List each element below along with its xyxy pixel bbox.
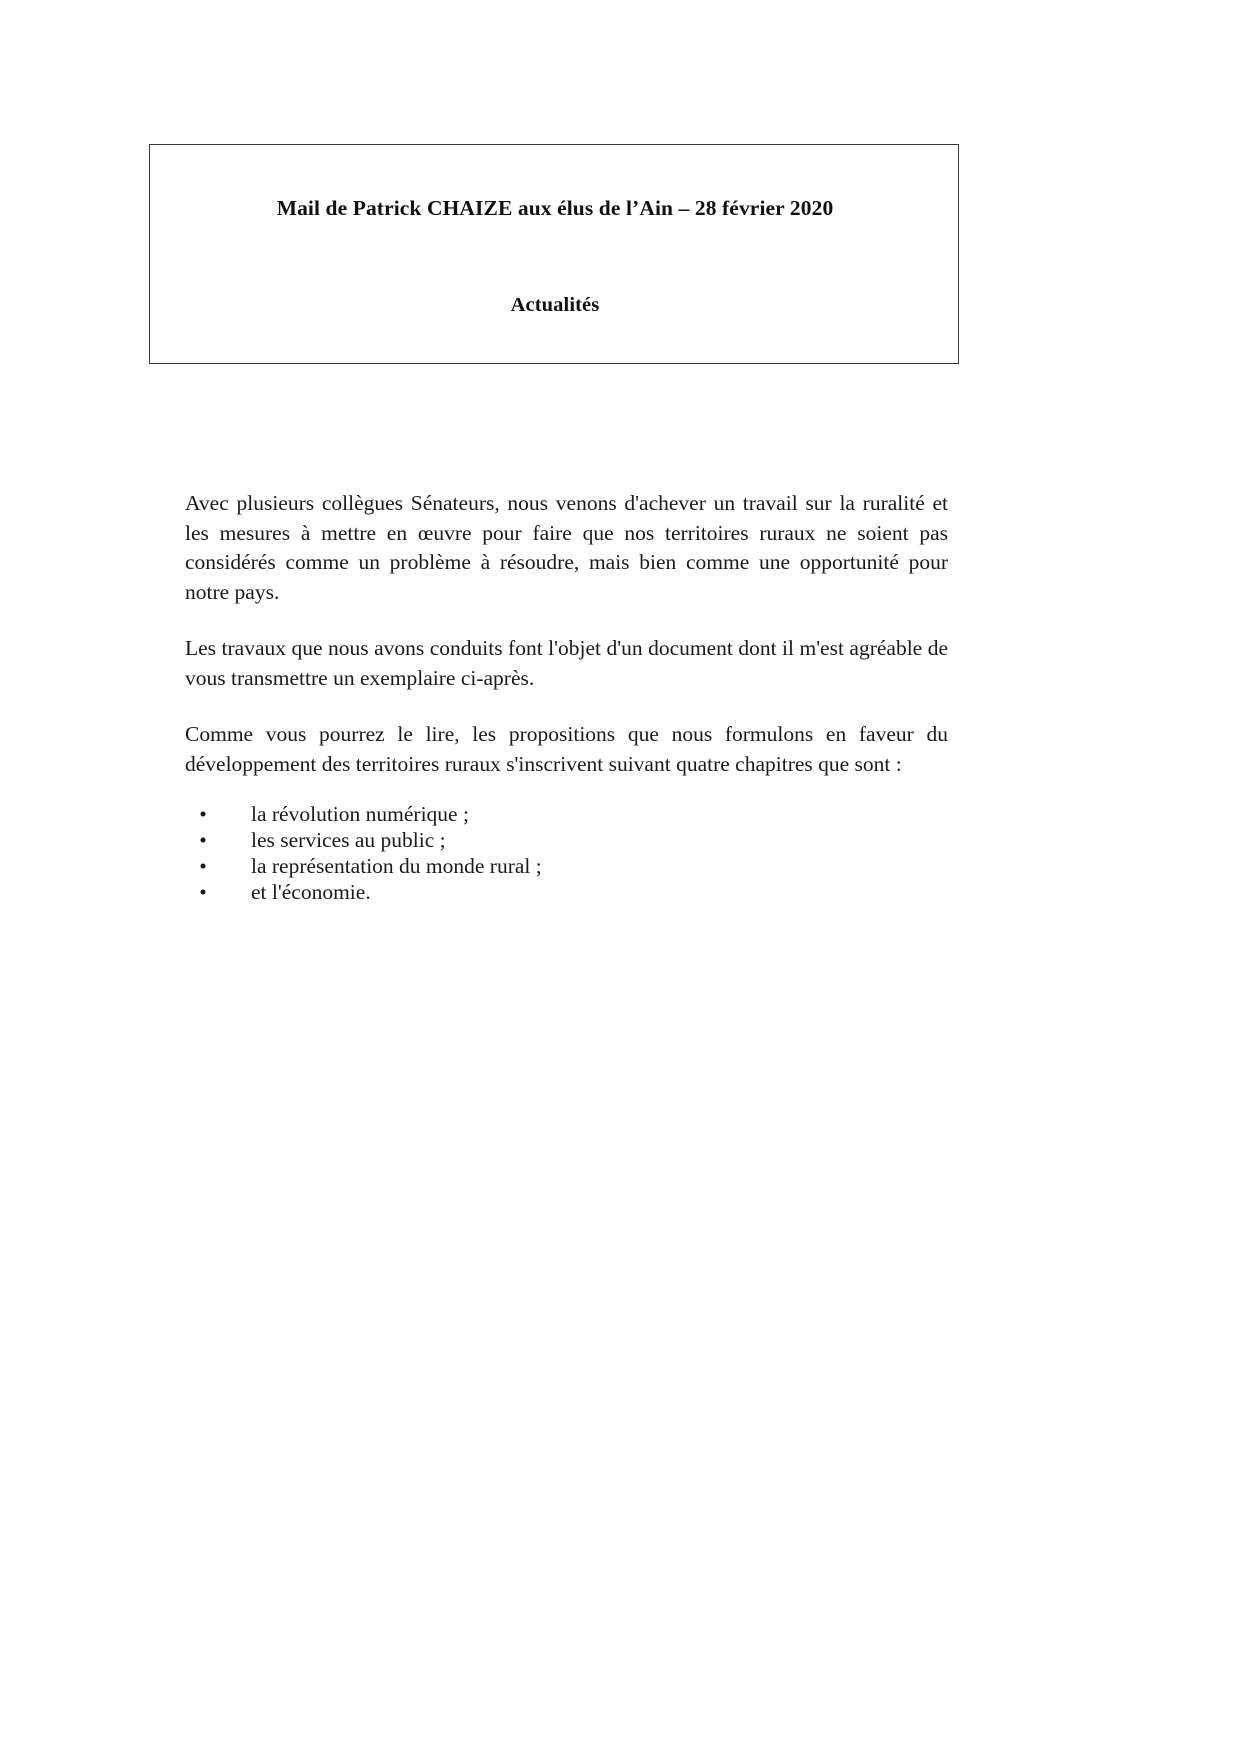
body-content [185,489,948,905]
list-item [185,801,948,827]
list-item-label: la représentation du monde rural ; [251,854,542,878]
chapters-bullet-list [185,801,948,905]
list-item-label: les services au public ; [251,828,446,852]
bullet-icon: • [199,828,207,852]
bullet-icon: • [199,802,207,826]
bullet-icon: • [199,880,207,904]
header-box [149,144,959,364]
page-title: Mail de Patrick CHAIZE aux élus de l’Ain – 28 février 2020 [276,196,834,220]
paragraph-3: Comme vous pourrez le lire, les propositions que nous formulons en faveur du développement des territoires ruraux s'inscrivent suivant quatre chapitres que sont : [185,722,948,776]
list-item [185,879,948,905]
bullet-icon: • [199,854,207,878]
paragraph-2: Les travaux que nous avons conduits font l'objet d'un document dont il m'est agréable de vous transmettre un exemplaire ci-après. [185,636,948,690]
paragraph-1: Avec plusieurs collègues Sénateurs, nous venons d'achever un travail sur la ruralité et les mesures à mettre en œuvre pour faire que nos territoires ruraux ne soient pas considérés comme un problème à résoudre, mais bien comme une opportunité pour notre pays. [185,491,948,604]
section-subtitle: Actualités [510,294,600,316]
list-item [185,853,948,879]
list-item-label: la révolution numérique ; [251,802,469,826]
list-item [185,827,948,853]
list-item-label: et l'économie. [251,880,371,904]
